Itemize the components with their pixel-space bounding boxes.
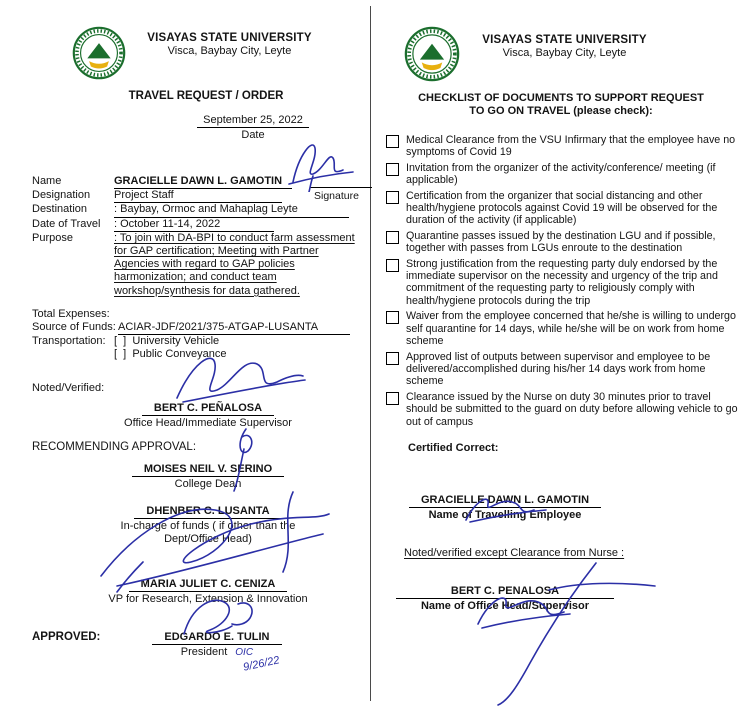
- field-designation: [22, 189, 362, 203]
- signature-line: [310, 186, 372, 188]
- field-value-source-of-funds: ACIAR-JDF/2021/375-ATGAP-LUSANTA: [118, 321, 350, 335]
- field-label-name: Name: [32, 175, 62, 187]
- field-travel-date: [22, 218, 362, 232]
- checkbox-medical-clearance[interactable]: [386, 135, 399, 148]
- funds-signatory-title-line2: Dept/Office Head): [164, 533, 252, 546]
- checkbox-quarantine-passes[interactable]: [386, 231, 399, 244]
- field-label-travel-date: Date of Travel: [32, 217, 101, 230]
- field-value-travel-date: : October 11-14, 2022: [114, 218, 274, 232]
- field-label-purpose: Purpose: [32, 231, 73, 244]
- spacer: [32, 348, 114, 361]
- checklist-item-text: Quarantine passes issued by the destination LGU and if possible, together with passes from LGUs enroute to the destination: [406, 229, 716, 255]
- field-transportation: [22, 335, 362, 348]
- approved-signatory-block: [152, 631, 281, 660]
- dean-signatory-block: [38, 463, 378, 491]
- form-fields: [22, 175, 362, 362]
- field-label-destination: Destination: [32, 203, 88, 216]
- president-title: President: [180, 646, 228, 659]
- funds-signatory-name: DHENBER C. LUSANTA: [134, 505, 281, 519]
- field-label-source-of-funds: Source of Funds:: [32, 321, 116, 334]
- employee-signatory-block: [326, 494, 684, 522]
- dean-signatory-title: College Dean: [174, 478, 242, 491]
- dean-signatory-name: MOISES NEIL V. SERINO: [132, 463, 284, 477]
- signature-label: Signature: [314, 190, 359, 202]
- checklist-title: [382, 92, 740, 118]
- checklist-item: [386, 310, 740, 347]
- checklist-item: [386, 391, 740, 428]
- checklist-item-text: Strong justification from the requesting party duly endorsed by the immediate supervisor on the necessity and urgency of the trip and commitment of the requesting party to religiously comply with health/hygiene protocols during the trip: [406, 257, 718, 307]
- vp-signatory-name: MARIA JULIET C. CENIZA: [129, 578, 288, 592]
- checklist-item-text: Invitation from the organizer of the activity/conference/ meeting (if applicable): [406, 161, 716, 187]
- approved-signatory-name: EDGARDO E. TULIN: [152, 631, 281, 645]
- field-destination: [22, 203, 362, 217]
- funds-signatory-title-line1: In-charge of funds ( if other than the: [120, 519, 296, 532]
- vsu-seal-icon: [404, 26, 460, 82]
- checkbox-nurse-clearance[interactable]: [386, 392, 399, 405]
- date-block: [178, 114, 328, 141]
- checklist-item-text: Certification from the organizer that social distancing and other health/hygiene protocols against Covid 19 will be observed for the duration of the activity (if applicable): [406, 189, 718, 227]
- checklist-item-text: Approved list of outputs between supervisor and employee to be delivered/accomplished during his/her 14 days work from home scheme: [406, 350, 711, 388]
- date-value: September 25, 2022: [197, 114, 309, 128]
- date-label: Date: [241, 129, 265, 141]
- supervisor-signatory-block: [326, 585, 684, 612]
- checkbox-approved-outputs[interactable]: [386, 352, 399, 365]
- transport-option-university-vehicle[interactable]: [ ] University Vehicle: [114, 335, 220, 348]
- approved-section: [22, 631, 362, 660]
- travel-request-panel: [22, 24, 362, 660]
- handwritten-oic: OIC: [235, 647, 254, 659]
- employee-name: GRACIELLE DAWN L. GAMOTIN: [409, 494, 601, 508]
- left-header: [22, 24, 362, 82]
- university-name: VISAYAS STATE UNIVERSITY: [482, 34, 647, 46]
- supervisor-name: BERT C. PENALOSA: [396, 585, 614, 599]
- university-name: VISAYAS STATE UNIVERSITY: [147, 32, 312, 44]
- field-value-name: GRACIELLE DAWN L. GAMOTIN: [114, 175, 292, 189]
- field-total-expenses: [22, 308, 362, 321]
- field-label-transportation: Transportation:: [32, 335, 106, 348]
- field-value-designation: Project Staff: [114, 189, 282, 203]
- checklist-item: [386, 190, 740, 227]
- checkbox-strong-justification[interactable]: [386, 259, 399, 272]
- supervisor-title: Name of Office Head/Supervisor: [420, 600, 590, 613]
- form-title: TRAVEL REQUEST / ORDER: [128, 90, 284, 102]
- checklist-panel: [382, 24, 740, 612]
- checklist-item: [386, 258, 740, 308]
- checklist-item-text: Waiver from the employee concerned that he/she is willing to undergo self quarantine for 14 days, while he/she will be on work from home scheme: [406, 310, 736, 348]
- university-address: Visca, Baybay City, Leyte: [167, 45, 292, 57]
- field-source-of-funds: [22, 321, 362, 335]
- noted-verified-label: Noted/Verified:: [32, 381, 105, 394]
- checklist-item-text: Medical Clearance from the VSU Infirmary that the employee have no symptoms of Covid 19: [406, 134, 736, 159]
- transport-option-public-conveyance[interactable]: [ ] Public Conveyance: [114, 348, 227, 361]
- vp-signatory-title: VP for Research, Extension & Innovation: [108, 592, 308, 605]
- noted-signatory-title: Office Head/Immediate Supervisor: [124, 416, 292, 429]
- employee-title: Name of Travelling Employee: [428, 508, 582, 521]
- checklist-item: [386, 162, 740, 187]
- checklist-item: [386, 230, 740, 255]
- checkbox-certification[interactable]: [386, 191, 399, 204]
- handwritten-date: 9/26/22: [242, 654, 281, 674]
- field-transportation-2: [22, 348, 362, 361]
- field-value-purpose: : To join with DA-BPI to conduct farm assessment for GAP certification; Meeting with Partner Agencies with regard to GAP policies harmonization; and conduct team workshop/synthesis for data gathered.: [114, 231, 355, 297]
- checkbox-waiver[interactable]: [386, 311, 399, 324]
- field-label-total-expenses: Total Expenses:: [32, 307, 110, 320]
- noted-except-clearance-text: Noted/verified except Clearance from Nurse :: [404, 547, 625, 560]
- field-label-designation: Designation: [32, 189, 91, 202]
- checklist-item: [386, 134, 740, 159]
- checkbox-invitation[interactable]: [386, 163, 399, 176]
- checklist: [382, 134, 740, 428]
- noted-signatory-name: BERT C. PEÑALOSA: [142, 402, 274, 416]
- checklist-item-text: Clearance issued by the Nurse on duty 30 minutes prior to travel should be submitted to the guard on duty before allowing vehicle to go out of campus: [406, 390, 738, 428]
- approved-label: APPROVED:: [32, 631, 101, 644]
- checklist-item: [386, 351, 740, 388]
- checklist-title-line2: TO GO ON TRAVEL (please check):: [469, 105, 653, 117]
- checklist-title-line1: CHECKLIST OF DOCUMENTS TO SUPPORT REQUEST: [418, 92, 704, 104]
- field-value-destination: : Baybay, Ormoc and Mahaplag Leyte: [114, 203, 349, 217]
- certified-correct-label: Certified Correct:: [408, 441, 499, 454]
- recommending-approval-label: RECOMMENDING APPROVAL:: [32, 441, 197, 454]
- university-address: Visca, Baybay City, Leyte: [502, 47, 627, 59]
- right-header: [382, 24, 740, 86]
- field-purpose: [22, 232, 362, 298]
- noted-signatory-block: [38, 402, 378, 430]
